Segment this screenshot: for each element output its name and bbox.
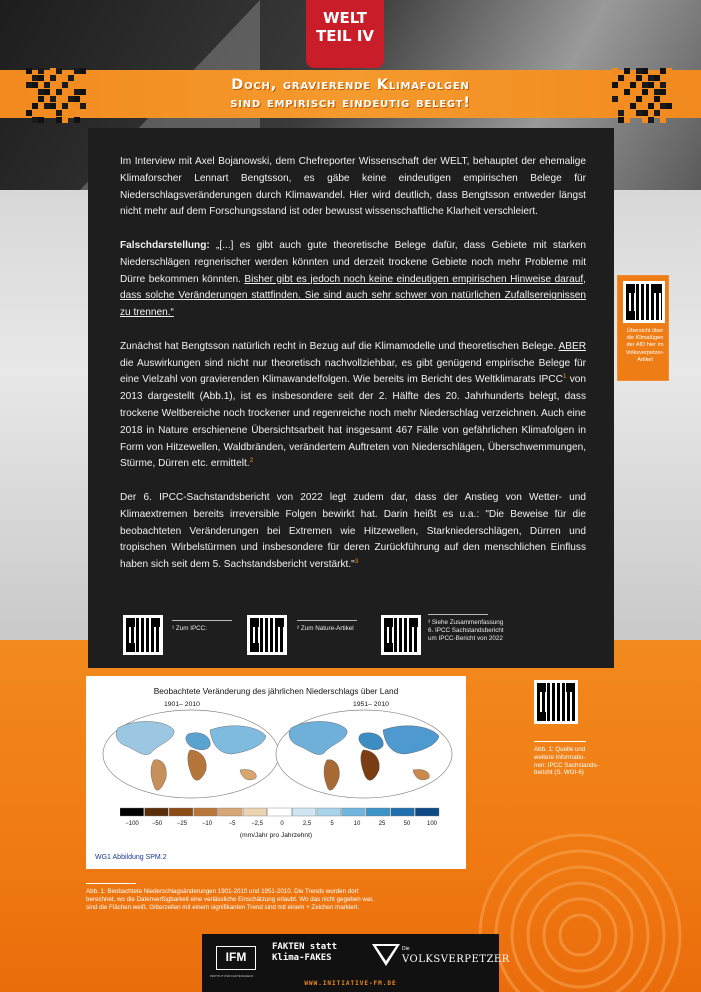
legend-unit: (mm/Jahr pro Jahrzehnt) bbox=[239, 832, 313, 839]
pixel-square bbox=[38, 68, 44, 74]
claim-paragraph bbox=[120, 238, 586, 322]
right-map-period: 1951– 2010 bbox=[353, 701, 389, 708]
qr-code-ipcc-source[interactable] bbox=[534, 680, 578, 724]
legend-swatch bbox=[292, 808, 316, 816]
article-body bbox=[120, 154, 586, 591]
pixel-square bbox=[624, 117, 630, 123]
rebuttal-b: die Auswirkungen sind nicht nur theoretisch nachvollziehbar, es gibt genügend empirische Belege für eine Vielzahl von gravierenden Klimawandelfolgen. Wie bereits im Bericht des Weltklimarats IPCC bbox=[120, 357, 586, 386]
title-line-2: sind empirisch eindeutig belegt! bbox=[230, 95, 471, 111]
pixel-square bbox=[26, 68, 32, 74]
legend-tick-label: 10 bbox=[353, 821, 361, 827]
pixel-square bbox=[660, 117, 666, 123]
left-world-map bbox=[103, 710, 279, 798]
title-line-1: Doch, gravierende Klimafolgen bbox=[231, 77, 470, 93]
pixel-square bbox=[612, 68, 618, 74]
ipcc-text: Der 6. IPCC-Sachstandsbericht von 2022 legt zudem dar, dass der Anstieg von Wetter- und Klimaextremen bereits irreversible Folgen bewirkt hat. Darin heißt es u.a.: "Die Beweise für die beobachteten Veränderungen bei Extremen wie Hitzewellen, Starkniederschlägen, Dürren und tropischen Wirbelstürmen und insbesondere für deren Zurückführung auf den menschlichen Einfluss haben sich seit dem 5. Sachstandsbericht verstärkt." bbox=[120, 491, 586, 571]
ipcc-paragraph bbox=[120, 490, 586, 574]
ifm-logo: IFM bbox=[216, 946, 256, 970]
aber-emphasis: ABER bbox=[558, 340, 586, 352]
footnote-ref-1: 1 bbox=[562, 373, 567, 381]
legend-swatch bbox=[366, 808, 390, 816]
legend-swatch bbox=[342, 808, 366, 816]
world-maps bbox=[96, 708, 456, 804]
website-url[interactable]: WWW.INITIATIVE-FM.DE bbox=[304, 980, 397, 987]
logo-bar bbox=[202, 934, 510, 992]
qr-label-ipcc: ¹ Zum IPCC: bbox=[172, 620, 232, 633]
qr-code-afd-overview[interactable] bbox=[623, 281, 665, 323]
qr-code-ipcc-2022[interactable] bbox=[381, 615, 421, 655]
pixel-square bbox=[56, 68, 62, 74]
legend-tick-label: −2,5 bbox=[251, 821, 263, 827]
legend-tick-label: −10 bbox=[201, 821, 213, 827]
pixel-square bbox=[666, 68, 672, 74]
rebuttal-paragraph bbox=[120, 339, 586, 473]
pixel-square bbox=[642, 68, 648, 74]
ifm-logo-subtitle: INSTITUT FÜR FAKTENCHECK bbox=[210, 974, 254, 978]
figure-caption: WG1 Abbildung SPM.2 bbox=[95, 854, 167, 861]
claim-quote: „[...] es gibt auch gute theoretische Belege dafür, dass Gebiete mit starken Niederschlägen regnerischer werden könnten und derzeit trockene Gebiete noch mehr Probleme mit Dürre bekommen könnten. bbox=[120, 239, 586, 285]
precipitation-figure bbox=[86, 676, 466, 869]
legend-tick-label: −25 bbox=[176, 821, 188, 827]
legend-swatch bbox=[317, 808, 341, 816]
legend-tick-label: 0 bbox=[280, 821, 284, 827]
color-legend bbox=[120, 806, 440, 818]
intro-paragraph: Im Interview mit Axel Bojanowski, dem Chefreporter Wissenschaft der WELT, behauptet der ehemalige Klimaforscher Lennart Bengtsson, es gäbe keine eindeutigen empirischen Belege für Niederschlagsveränderungen durch Klimawandel. Hier wird deutlich, dass Bengtsson entweder längst nicht mehr auf dem Forschungsstand ist oder bewusst wissenschaftliche Klarheit verschleiert. bbox=[120, 156, 586, 218]
qr-label-ipcc-2022: ³ Siehe Zusammenfassung 6. IPCC Sachstandsbericht um IPCC-Bericht von 2022 bbox=[428, 614, 504, 643]
claim-label: Falschdarstellung: bbox=[120, 239, 210, 251]
side-card-text: Übersicht über die Klimalügen der AfD hier im Volksverpetzer- Artikel bbox=[625, 328, 665, 363]
left-map-period: 1901– 2010 bbox=[164, 701, 200, 708]
right-world-map bbox=[276, 710, 452, 798]
qr-label-nature: ² Zum Nature-Artikel bbox=[297, 620, 357, 633]
pixel-square bbox=[62, 117, 68, 123]
figure-title: Beobachtete Veränderung des jährlichen Niederschlags über Land bbox=[153, 686, 399, 696]
legend-swatch bbox=[120, 808, 144, 816]
figure-description: Abb. 1: Beobachtete Niederschlagsänderungen 1901-2010 und 1951-2010. Die Trends wurden dort berechnet, wo die Datenverfügbarkeit eine verlässliche Einschätzung erlaubt. Wo das nicht gegeben war, sind die Flächen weiß. Gitterzellen mit einem signifikanten Trend sind mit einem + Zeichen markiert. bbox=[86, 883, 386, 912]
rebuttal-a: Zunächst hat Bengtsson natürlich recht in Bezug auf die Klimamodelle und theoretischen Belege. bbox=[120, 340, 559, 352]
legend-swatch bbox=[243, 808, 267, 816]
badge-line-1: WELT bbox=[322, 9, 368, 27]
legend-tick-label: 5 bbox=[330, 821, 334, 827]
legend-tick-label: −5 bbox=[228, 821, 236, 827]
pixel-square bbox=[74, 117, 80, 123]
claim-underlined: Bisher gibt es jedoch noch keine eindeutigen empirischen Hinweise darauf, dass solche Veränderungen stattfinden. Sie sind auch sehr schwer von natürlichen Zufallsereignissen zu trennen.“ bbox=[120, 273, 586, 319]
badge-line-2: TEIL IV bbox=[315, 27, 375, 45]
legend-swatch bbox=[169, 808, 193, 816]
pixel-square bbox=[624, 68, 630, 74]
side-qr-card[interactable] bbox=[617, 275, 669, 381]
qr-code-nature[interactable] bbox=[247, 615, 287, 655]
legend-swatch bbox=[391, 808, 415, 816]
legend-ticks bbox=[124, 821, 444, 831]
legend-tick-label: 2,5 bbox=[302, 821, 312, 827]
legend-swatch bbox=[145, 808, 169, 816]
legend-tick-label: −50 bbox=[151, 821, 163, 827]
pixel-square bbox=[648, 117, 654, 123]
legend-swatch bbox=[268, 808, 292, 816]
volksverpetzer-logo: Die VOLKSVERPETZER bbox=[372, 944, 492, 978]
legend-tick-label: −100 bbox=[125, 821, 139, 827]
legend-swatch bbox=[415, 808, 439, 816]
figure-source-caption: Abb. 1: Quelle und weitere Informatio- nen: IPCC Sachstands- bericht (S. WGI-6) bbox=[534, 741, 604, 777]
legend-swatch bbox=[194, 808, 218, 816]
footnote-ref-2: 2 bbox=[249, 457, 254, 465]
pixel-square bbox=[38, 117, 44, 123]
qr-code-ipcc[interactable] bbox=[123, 615, 163, 655]
legend-swatch bbox=[218, 808, 242, 816]
pixel-square bbox=[80, 68, 86, 74]
footnote-ref-3: 3 bbox=[354, 558, 359, 566]
fakten-statt-klimafakes-logo: FAKTEN statt Klima-FAKES bbox=[272, 942, 338, 963]
page-title bbox=[0, 76, 701, 112]
legend-tick-label: 50 bbox=[403, 821, 411, 827]
legend-tick-label: 100 bbox=[426, 821, 438, 827]
legend-tick-label: 25 bbox=[378, 821, 386, 827]
rebuttal-c: von 2013 dargestellt (Abb.1), ist es insbesondere seit der 2. Hälfte des 20. Jahrhunderts belegt, dass trockene Weltbereiche noch trockener und regenreiche noch mehr Niederschlag verzeichnen. Auch eine 2018 in Nature erschienene Übersichtsarbeit hat insgesamt 467 Fälle von gefährlichen Klimafolgen in Form von Hitzewellen, Waldbränden, verändertem Auftreten von Niederschlägen, Überschwemmungen, Stürme, Dürren etc. ermittelt. bbox=[120, 374, 586, 470]
welt-badge bbox=[306, 0, 384, 68]
